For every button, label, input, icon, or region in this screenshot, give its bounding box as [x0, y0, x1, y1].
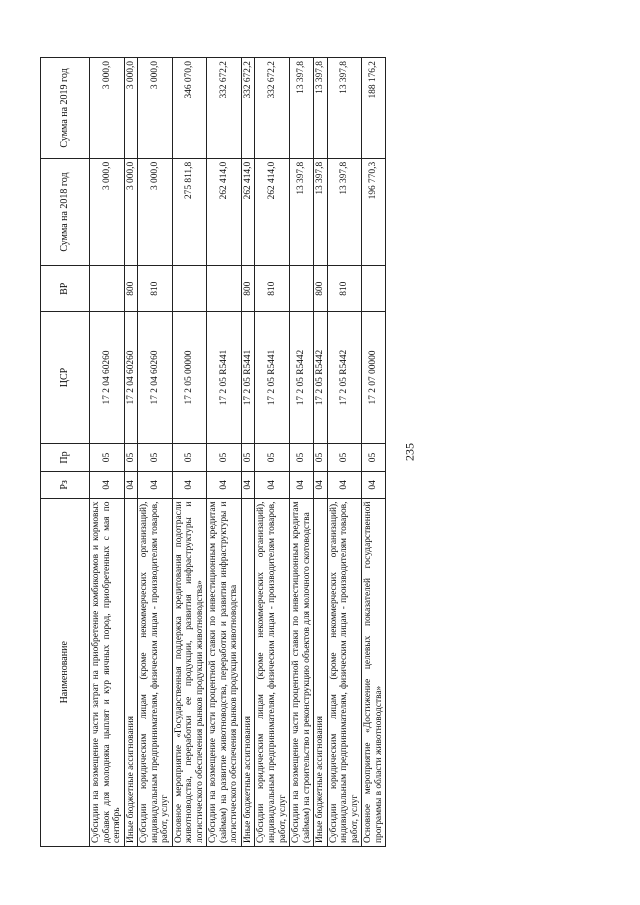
- cell-sum-2019: 188 176,2: [362, 58, 386, 159]
- cell-csr: 17 2 05 00000: [172, 312, 207, 444]
- cell-sum-2018: 13 397,8: [314, 158, 328, 265]
- cell-pr: 05: [124, 443, 138, 471]
- cell-rz: 04: [172, 472, 207, 498]
- cell-vr: 800: [314, 266, 328, 312]
- cell-rz: 04: [90, 472, 125, 498]
- table-row: [124, 58, 138, 847]
- cell-sum-2019: 332 672,2: [255, 58, 290, 159]
- table-row: [255, 58, 290, 847]
- cell-sum-2018: 196 770,3: [362, 158, 386, 265]
- cell-vr: [207, 266, 242, 312]
- cell-sum-2018: 3 000,0: [138, 158, 173, 265]
- cell-vr: 810: [327, 266, 362, 312]
- table-row: [241, 58, 255, 847]
- cell-sum-2019: 3 000,0: [138, 58, 173, 159]
- table-row: [207, 58, 242, 847]
- table-row: [327, 58, 362, 847]
- cell-sum-2018: 262 414,0: [241, 158, 255, 265]
- cell-csr: 17 2 04 60260: [90, 312, 125, 444]
- cell-rz: 04: [255, 472, 290, 498]
- cell-sum-2019: 332 672,2: [207, 58, 242, 159]
- cell-sum-2018: 13 397,8: [290, 158, 314, 265]
- cell-name: Основное мероприятие «Государственная поддержка кредитования подотрасли животноводства, переработки ее продукции, развития инфраструктуры и логистического обеспечения рынков продукции животноводства»: [172, 498, 207, 846]
- header-sum-2018: Сумма на 2018 год: [41, 158, 90, 265]
- cell-csr: 17 2 04 60260: [124, 312, 138, 444]
- cell-name: Субсидии на возмещение части затрат на приобретение комбикормов и кормовых добавок для молодняка цыплят и кур яичных пород, приобретенных с мая по сентябрь: [90, 498, 125, 846]
- header-name: Наименование: [41, 498, 90, 846]
- header-csr: ЦСР: [41, 312, 90, 444]
- cell-pr: 05: [314, 443, 328, 471]
- cell-vr: 800: [241, 266, 255, 312]
- cell-csr: 17 2 05 R5442: [314, 312, 328, 444]
- cell-rz: 04: [327, 472, 362, 498]
- cell-csr: 17 2 07 00000: [362, 312, 386, 444]
- cell-pr: 05: [362, 443, 386, 471]
- cell-rz: 04: [362, 472, 386, 498]
- cell-name: Субсидии на возмещение части процентной ставки по инвестиционным кредитам (займам) на строительство и реконструкцию объектов для молочного скотоводства: [290, 498, 314, 846]
- cell-sum-2019: 13 397,8: [314, 58, 328, 159]
- table-row: [138, 58, 173, 847]
- cell-csr: 17 2 05 R5441: [241, 312, 255, 444]
- cell-vr: [172, 266, 207, 312]
- cell-pr: 05: [255, 443, 290, 471]
- budget-table: [40, 57, 386, 847]
- table-row: [172, 58, 207, 847]
- rotated-table-wrapper: [40, 57, 600, 847]
- cell-rz: 04: [241, 472, 255, 498]
- cell-rz: 04: [138, 472, 173, 498]
- cell-pr: 05: [172, 443, 207, 471]
- header-rz: Рз: [41, 472, 90, 498]
- cell-sum-2019: 346 070,0: [172, 58, 207, 159]
- cell-name: Иные бюджетные ассигнования: [124, 498, 138, 846]
- cell-vr: [362, 266, 386, 312]
- cell-pr: 05: [138, 443, 173, 471]
- cell-name: Основное мероприятие «Достижение целевых показателей государственной программы в области животноводства»: [362, 498, 386, 846]
- cell-sum-2018: 13 397,8: [327, 158, 362, 265]
- cell-name: Иные бюджетные ассигнования: [241, 498, 255, 846]
- header-vr: ВР: [41, 266, 90, 312]
- header-pr: Пр: [41, 443, 90, 471]
- cell-sum-2018: 262 414,0: [255, 158, 290, 265]
- cell-pr: 05: [207, 443, 242, 471]
- cell-sum-2018: 262 414,0: [207, 158, 242, 265]
- cell-csr: 17 2 05 R5441: [255, 312, 290, 444]
- cell-csr: 17 2 04 60260: [138, 312, 173, 444]
- cell-pr: 05: [327, 443, 362, 471]
- cell-sum-2019: 13 397,8: [327, 58, 362, 159]
- table-row: [362, 58, 386, 847]
- cell-sum-2018: 275 811,8: [172, 158, 207, 265]
- table-row: [290, 58, 314, 847]
- cell-rz: 04: [314, 472, 328, 498]
- cell-pr: 05: [290, 443, 314, 471]
- cell-sum-2019: 3 000,0: [124, 58, 138, 159]
- cell-sum-2019: 3 000,0: [90, 58, 125, 159]
- cell-csr: 17 2 05 R5441: [207, 312, 242, 444]
- cell-vr: 800: [124, 266, 138, 312]
- cell-pr: 05: [90, 443, 125, 471]
- cell-sum-2019: 13 397,8: [290, 58, 314, 159]
- cell-vr: 810: [255, 266, 290, 312]
- cell-rz: 04: [124, 472, 138, 498]
- table-header-row: [41, 58, 90, 847]
- cell-rz: 04: [290, 472, 314, 498]
- cell-name: Субсидии юридическим лицам (кроме некоммерческих организаций), индивидуальным предпринимателям, физическим лицам - производителям товаров, работ, услуг: [255, 498, 290, 846]
- cell-vr: [90, 266, 125, 312]
- cell-name: Субсидии юридическим лицам (кроме некоммерческих организаций), индивидуальным предпринимателям, физическим лицам - производителям товаров, работ, услуг: [327, 498, 362, 846]
- cell-name: Иные бюджетные ассигнования: [314, 498, 328, 846]
- table-row: [90, 58, 125, 847]
- cell-rz: 04: [207, 472, 242, 498]
- cell-csr: 17 2 05 R5442: [290, 312, 314, 444]
- cell-vr: [290, 266, 314, 312]
- cell-pr: 05: [241, 443, 255, 471]
- cell-csr: 17 2 05 R5442: [327, 312, 362, 444]
- cell-sum-2019: 332 672,2: [241, 58, 255, 159]
- cell-vr: 810: [138, 266, 173, 312]
- cell-sum-2018: 3 000,0: [90, 158, 125, 265]
- table-row: [314, 58, 328, 847]
- page-number: 235: [402, 443, 417, 461]
- cell-sum-2018: 3 000,0: [124, 158, 138, 265]
- cell-name: Субсидии юридическим лицам (кроме некоммерческих организаций), индивидуальным предпринимателям, физическим лицам - производителям товаров, работ, услуг: [138, 498, 173, 846]
- header-sum-2019: Сумма на 2019 год: [41, 58, 90, 159]
- cell-name: Субсидии на возмещение части процентной ставки по инвестиционным кредитам (займам) на развитие животноводства, переработки и развития инфраструктуры и логистического обеспечения рынков продукции животноводства: [207, 498, 242, 846]
